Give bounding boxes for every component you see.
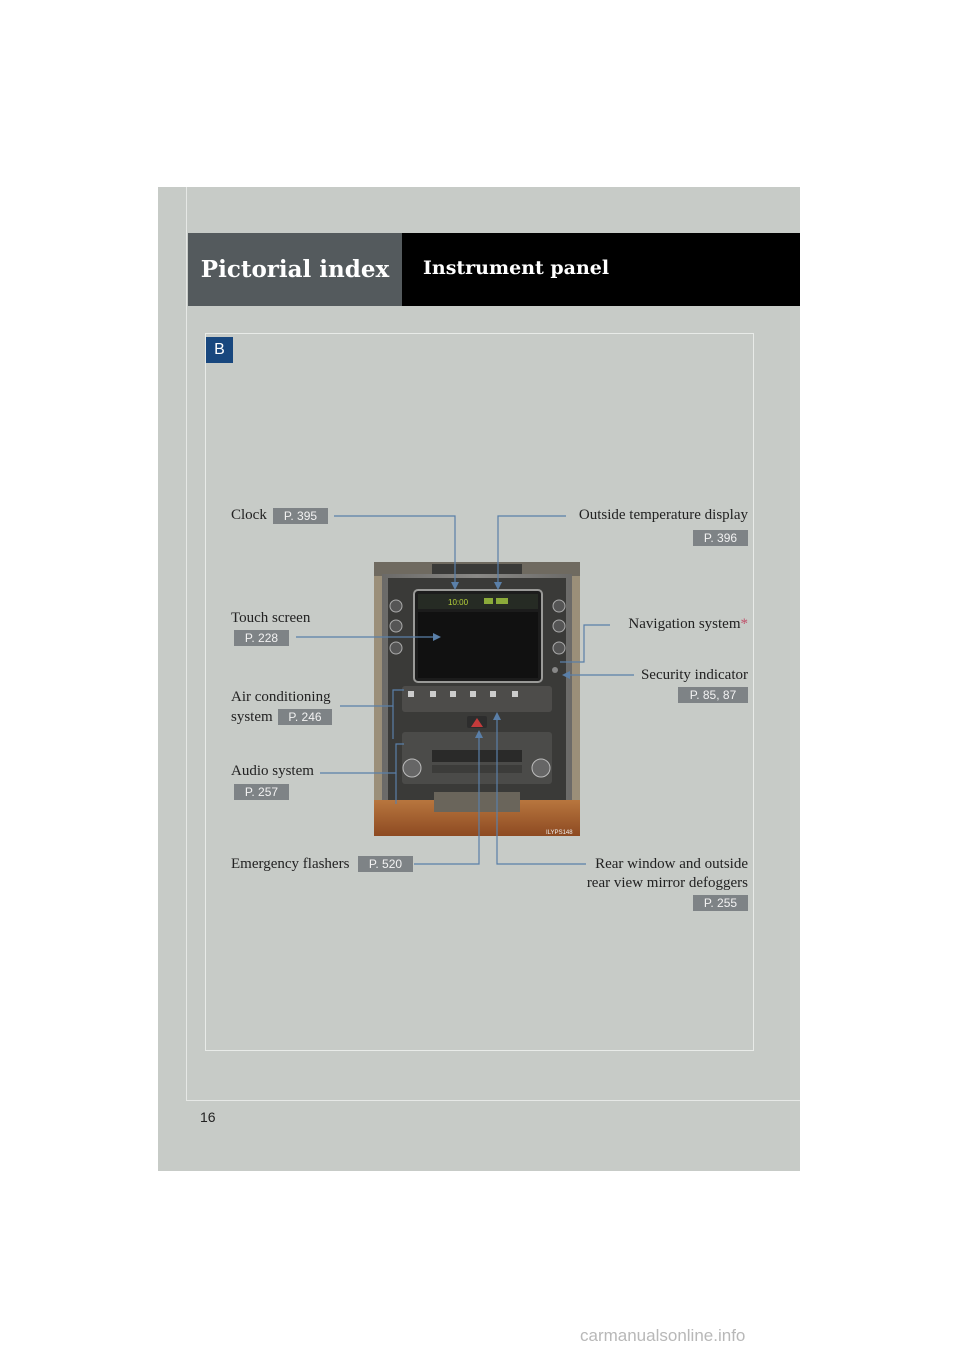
outside-temp-page-ref: P. 396 [693, 530, 748, 546]
rear-window-label-line2: rear view mirror defoggers [586, 875, 748, 891]
page-number: 16 [200, 1109, 216, 1125]
audio-label: Audio system [231, 763, 314, 779]
instrument-panel-photo [374, 562, 580, 836]
air-conditioning-label-line1: Air conditioning [231, 689, 331, 705]
section-marker: B [206, 337, 233, 363]
clock-label: Clock [231, 507, 267, 523]
security-label: Security indicator [640, 667, 748, 683]
emergency-label: Emergency flashers [231, 856, 350, 872]
outside-temp-label: Outside temperature display [578, 507, 748, 523]
page-margin-line [186, 187, 187, 1101]
page-bottom-line [186, 1100, 800, 1101]
clock-page-ref: P. 395 [273, 508, 328, 524]
security-page-ref: P. 85, 87 [678, 687, 748, 703]
photo-clock-text: 10:00 [448, 598, 469, 607]
emergency-page-ref: P. 520 [358, 856, 413, 872]
touch-screen-page-ref: P. 228 [234, 630, 289, 646]
touch-screen-label: Touch screen [231, 610, 311, 626]
navigation-asterisk: * [740, 616, 748, 632]
photo-image-code: ILYPS148 [546, 830, 573, 836]
air-conditioning-label-line2: system [231, 709, 273, 725]
rear-window-label-line1: Rear window and outside [595, 856, 748, 872]
watermark: carmanualsonline.info [580, 1326, 746, 1345]
rear-window-page-ref: P. 255 [693, 895, 748, 911]
air-conditioning-page-ref: P. 246 [278, 709, 332, 725]
page-title: Instrument panel [402, 233, 800, 306]
section-header: Pictorial index [188, 233, 402, 306]
navigation-label: Navigation system* [628, 616, 748, 632]
audio-page-ref: P. 257 [234, 784, 289, 800]
